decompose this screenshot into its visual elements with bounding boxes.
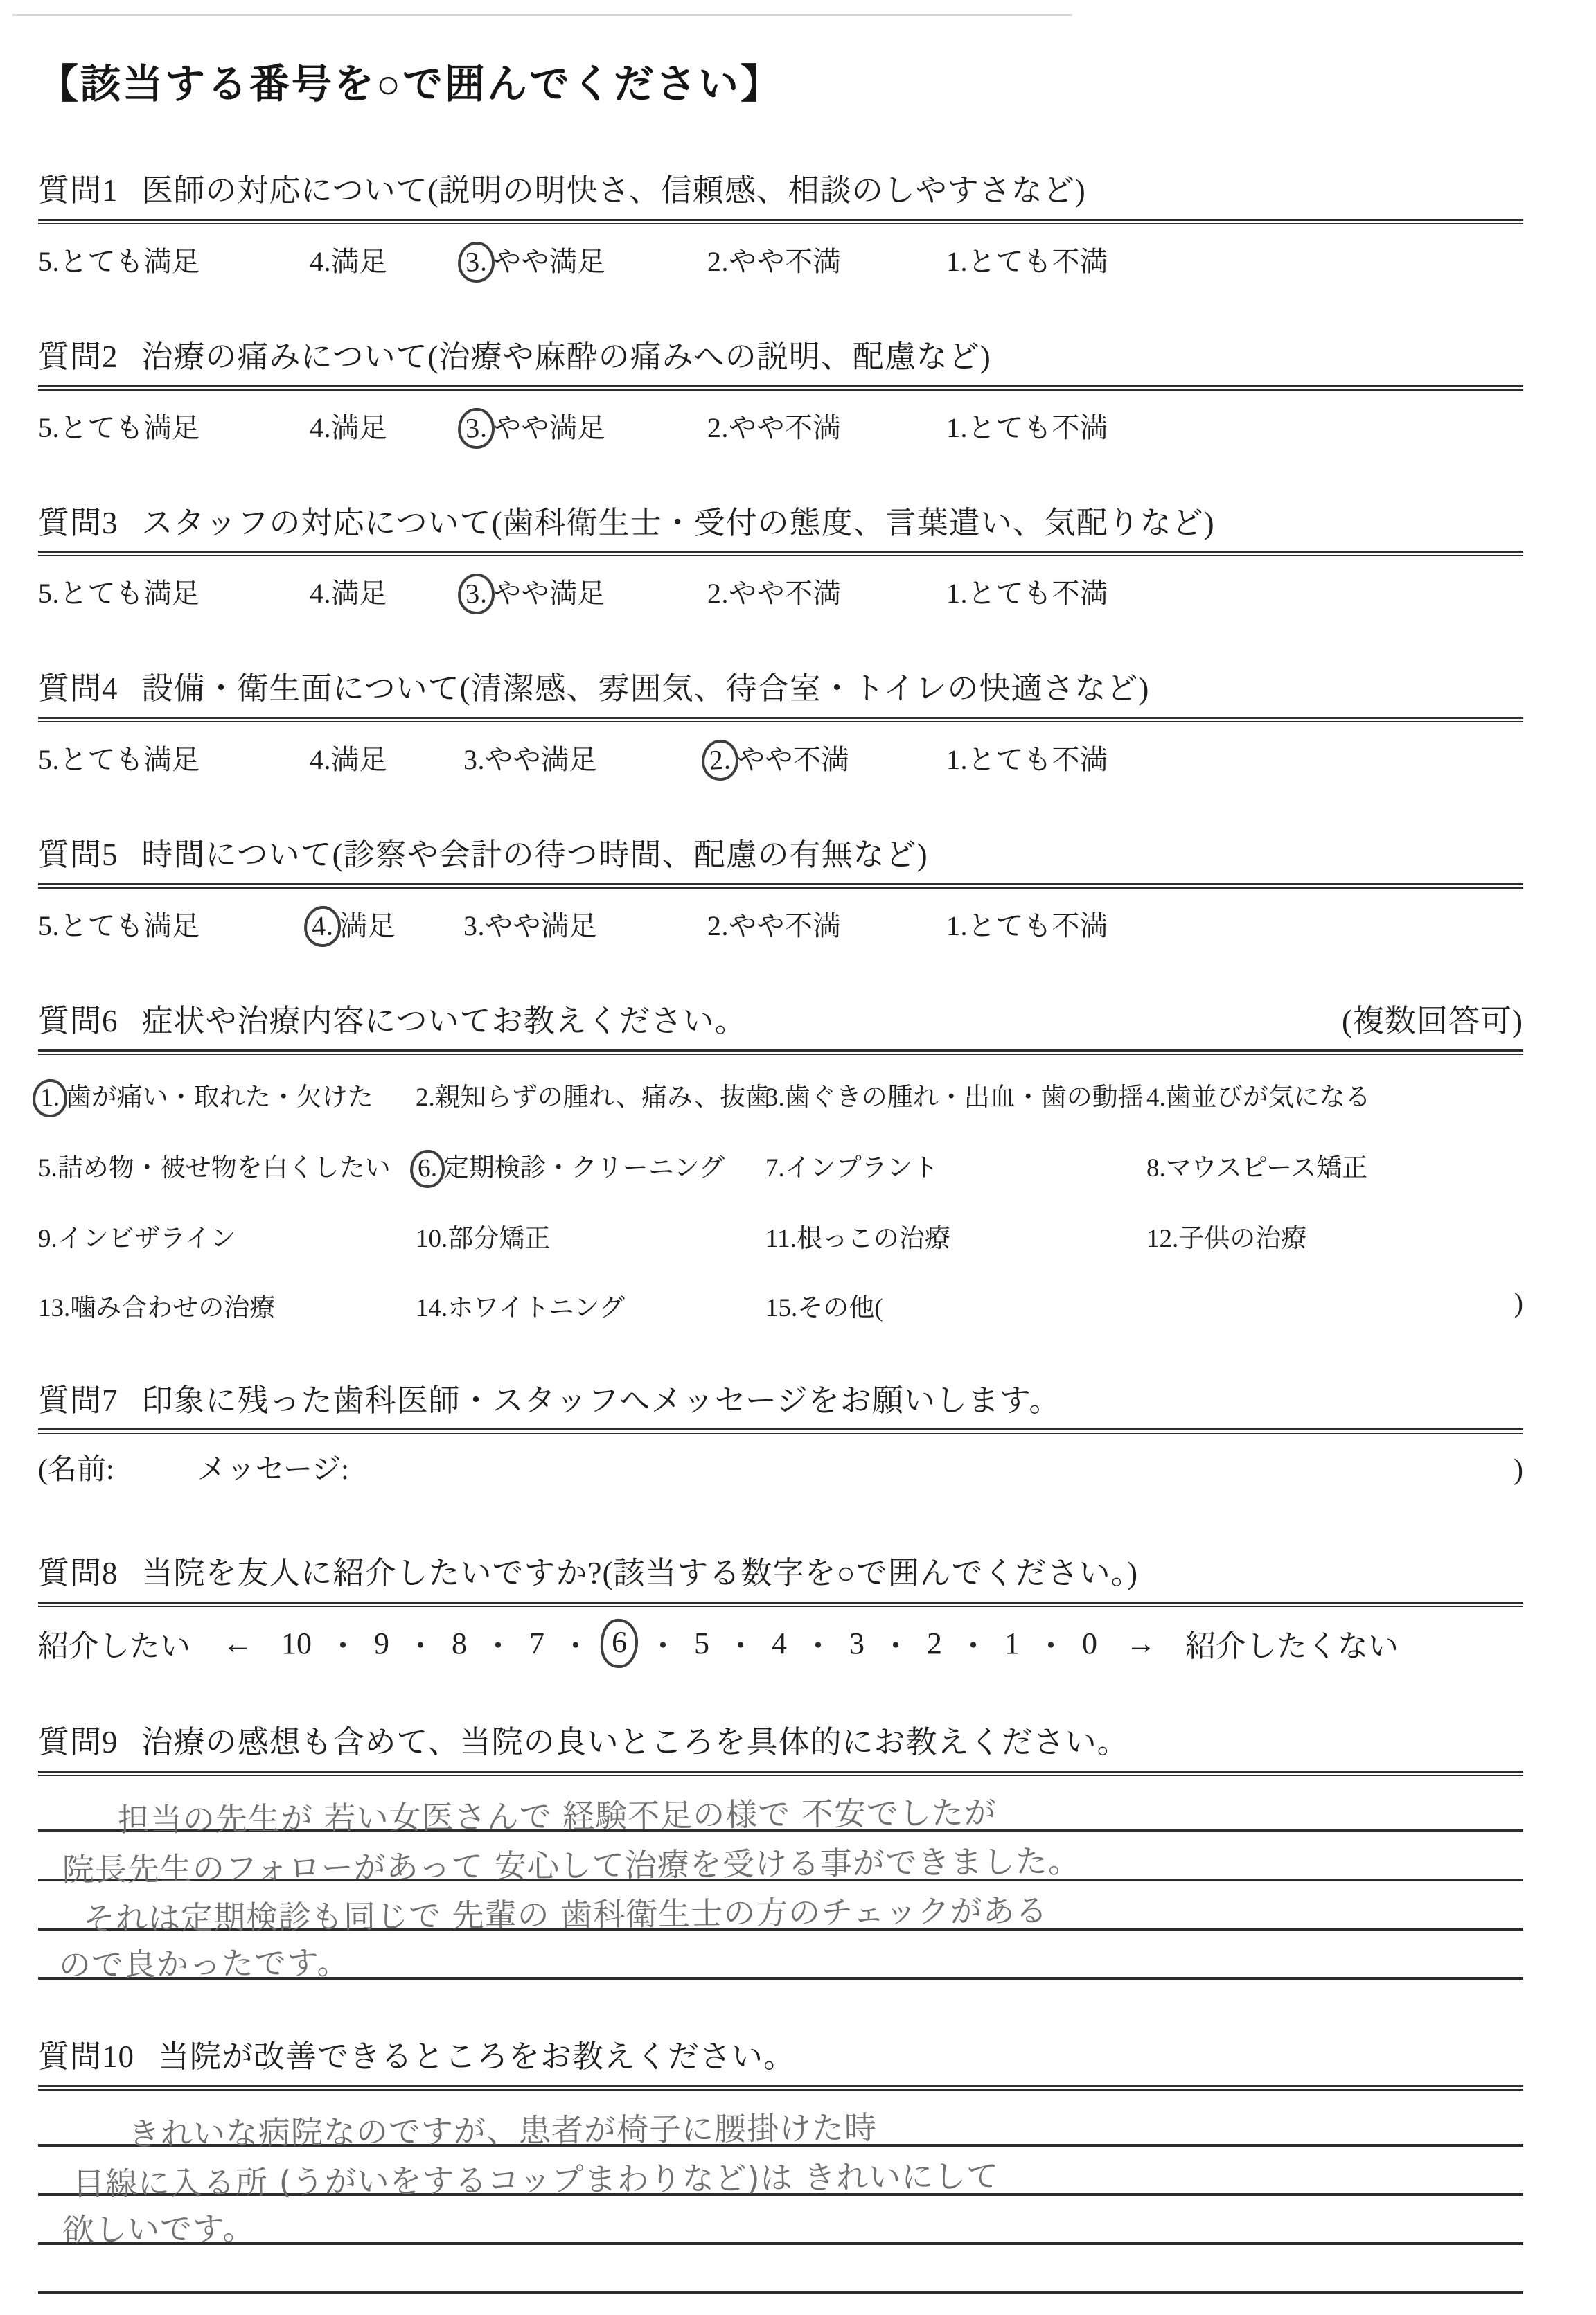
rating-option[interactable] — [463, 904, 707, 944]
rating-option[interactable] — [707, 571, 946, 612]
handwritten-text: きれいな病院なのですが、患者が椅子に腰掛けた時 — [127, 2109, 878, 2153]
rating-options-row — [38, 240, 1523, 280]
free-answer-area — [38, 1783, 1523, 1984]
option-number: 1. — [32, 1078, 69, 1118]
question-3-heading — [38, 506, 1523, 542]
rating-options-row — [38, 904, 1523, 944]
symptom-option[interactable] — [416, 1146, 765, 1185]
option-number: 1. — [946, 411, 968, 443]
symptom-option[interactable] — [416, 1286, 765, 1324]
dot-separator: ・ — [405, 1629, 436, 1663]
question-8-heading — [38, 1556, 1523, 1592]
option-number: 13. — [38, 1293, 71, 1322]
question-number: 質問6 — [38, 1003, 118, 1038]
question-4 — [38, 671, 1523, 778]
divider — [38, 551, 1523, 556]
right-arrow-icon: → — [1126, 1626, 1156, 1660]
option-label: とても不満 — [968, 411, 1108, 443]
question-6 — [38, 1004, 1523, 1324]
other-field-close-paren: ) — [1514, 1286, 1523, 1318]
dot-separator: ・ — [483, 1629, 513, 1663]
option-label: 満足 — [331, 744, 387, 775]
option-number: 1. — [946, 910, 968, 941]
nps-scale-number[interactable]: 10 — [281, 1626, 312, 1660]
rating-option[interactable] — [707, 240, 946, 280]
question-2-heading — [38, 339, 1523, 375]
symptom-option[interactable] — [765, 1217, 1146, 1254]
option-number: 3. — [456, 573, 495, 616]
question-title: 医師の対応について(説明の明快さ、信頼感、相談のしやすさなど) — [141, 173, 1086, 208]
handwritten-text: 目線に入る所 (うがいをするコップまわりなど)は きれいにして — [72, 2157, 1000, 2203]
option-number: 4. — [310, 245, 331, 277]
option-label: やや満足 — [493, 245, 605, 277]
nps-scale-number[interactable]: 2 — [927, 1626, 942, 1660]
scan-artifact-line — [12, 14, 1072, 16]
nps-scale-number[interactable]: 3 — [849, 1626, 864, 1660]
name-message-field-row[interactable] — [38, 1446, 1523, 1496]
rating-options-row — [38, 406, 1523, 446]
divider — [38, 1428, 1523, 1434]
question-number: 質問4 — [38, 671, 118, 707]
divider — [38, 2085, 1523, 2091]
option-number: 5. — [38, 578, 60, 610]
option-number: 9. — [38, 1224, 57, 1253]
divider — [38, 1602, 1523, 1607]
handwritten-text: ので良かったです。 — [58, 1944, 350, 1984]
rating-options-row — [38, 738, 1523, 778]
option-label: とても不満 — [968, 578, 1108, 610]
nps-scale-number[interactable]: 9 — [374, 1626, 389, 1660]
question-title: 症状や治療内容についてお教えください。 — [141, 1003, 747, 1038]
option-number: 3. — [765, 1083, 785, 1112]
option-number: 2. — [707, 578, 729, 610]
dot-separator: ・ — [958, 1629, 988, 1663]
option-number: 6. — [409, 1148, 446, 1189]
message-field-label: メッセージ: — [197, 1454, 349, 1487]
divider — [38, 385, 1523, 391]
question-5-heading — [38, 837, 1523, 873]
question-title: 治療の痛みについて(治療や麻酔の痛みへの説明、配慮など) — [141, 339, 991, 374]
question-title: 治療の感想も含めて、当院の良いところを具体的にお教えください。 — [141, 1725, 1129, 1759]
rating-option[interactable] — [38, 240, 310, 280]
option-label: やや満足 — [485, 910, 597, 941]
option-label: その他( — [797, 1293, 883, 1322]
rating-option[interactable] — [463, 406, 707, 446]
handwritten-answer-line[interactable] — [38, 1832, 1523, 1889]
option-number: 8. — [1146, 1153, 1166, 1182]
nps-scale-number[interactable]: 0 — [1082, 1626, 1097, 1660]
option-label: とても不満 — [968, 245, 1108, 277]
option-label: やや不満 — [729, 910, 841, 941]
rating-option[interactable] — [463, 240, 707, 280]
rating-option[interactable] — [946, 904, 1523, 944]
handwritten-text: 欲しいです。 — [62, 2209, 256, 2249]
symptom-option[interactable] — [38, 1286, 416, 1324]
option-number: 5. — [38, 744, 60, 775]
left-arrow-icon: ← — [222, 1626, 253, 1660]
symptom-option[interactable] — [765, 1286, 1146, 1324]
option-number: 2. — [707, 411, 729, 443]
nps-scale-number[interactable]: 7 — [529, 1626, 544, 1660]
option-number: 5. — [38, 910, 60, 941]
option-number: 12. — [1146, 1224, 1179, 1253]
rating-option[interactable] — [38, 571, 310, 612]
option-label: 歯が痛い・取れた・欠けた — [65, 1083, 373, 1112]
divider — [38, 1771, 1523, 1776]
question-title: 当院が改善できるところをお教えください。 — [158, 2039, 796, 2074]
handwritten-answer-line[interactable] — [38, 1881, 1523, 1938]
scale-right-label: 紹介したくない — [1185, 1629, 1399, 1663]
option-label: 歯ぐきの腫れ・出血・歯の動揺 — [784, 1083, 1144, 1112]
question-title: 当院を友人に紹介したいですか?(該当する数字を○で囲んでください。) — [141, 1556, 1139, 1591]
symptom-option[interactable] — [1146, 1076, 1523, 1115]
handwritten-answer-line[interactable] — [38, 2147, 1523, 2203]
handwritten-answer-line[interactable] — [38, 2097, 1523, 2153]
option-label: とても満足 — [60, 411, 200, 443]
handwritten-text: 担当の先生が 若い女医さんで 経験不足の様で 不安でしたが — [117, 1793, 998, 1839]
question-3 — [38, 506, 1523, 612]
multiple-answers-note: (複数回答可) — [1342, 1003, 1523, 1038]
question-number: 質問8 — [38, 1556, 118, 1591]
divider — [38, 883, 1523, 889]
rating-option[interactable] — [310, 904, 463, 944]
option-label: やや不満 — [729, 245, 841, 277]
option-number: 2. — [707, 910, 729, 941]
option-label: 満足 — [331, 578, 387, 610]
option-label: やや満足 — [493, 411, 605, 443]
rating-option[interactable] — [310, 571, 463, 612]
handwritten-answer-line[interactable] — [38, 2196, 1523, 2249]
question-5 — [38, 837, 1523, 944]
question-number: 質問9 — [38, 1725, 118, 1759]
option-number: 3. — [463, 910, 485, 941]
option-label: やや満足 — [493, 578, 605, 610]
question-10 — [38, 2039, 1523, 2294]
dot-separator: ・ — [1036, 1629, 1066, 1663]
option-number: 1. — [946, 578, 968, 610]
nps-scale-number[interactable]: 1 — [1004, 1626, 1020, 1660]
handwritten-answer-line[interactable] — [38, 1931, 1523, 1984]
option-label: とても不満 — [968, 744, 1108, 775]
question-6-heading — [38, 1004, 1523, 1040]
rating-option[interactable] — [38, 738, 310, 778]
option-number: 2. — [700, 739, 739, 782]
option-label: 定期検診・クリーニング — [443, 1153, 725, 1182]
option-number: 3. — [456, 407, 495, 450]
option-number: 15. — [765, 1293, 798, 1322]
option-number: 5. — [38, 245, 60, 277]
option-label: ホワイトニング — [447, 1293, 625, 1322]
symptom-option[interactable] — [1146, 1146, 1523, 1185]
option-label: インビザライン — [57, 1224, 236, 1253]
option-label: とても満足 — [60, 744, 200, 775]
option-label: インプラント — [784, 1153, 939, 1182]
question-4-heading — [38, 671, 1523, 707]
option-label: 満足 — [339, 910, 396, 941]
option-number: 1. — [946, 744, 968, 775]
symptom-option[interactable] — [765, 1146, 1146, 1185]
option-label: とても満足 — [60, 578, 200, 610]
symptom-option[interactable] — [38, 1146, 416, 1185]
option-label: やや不満 — [729, 578, 841, 610]
rating-option[interactable] — [946, 738, 1523, 778]
option-label: やや不満 — [729, 411, 841, 443]
nps-scale-number[interactable]: 6 — [600, 1618, 639, 1669]
symptom-option[interactable] — [765, 1076, 1146, 1115]
divider — [38, 219, 1523, 224]
option-number: 3. — [463, 744, 485, 775]
option-label: マウスピース矯正 — [1165, 1153, 1368, 1182]
question-title: 設備・衛生面について(清潔感、雰囲気、待合室・トイレの快適さなど) — [141, 671, 1150, 707]
question-title: 時間について(診察や会計の待つ時間、配慮の有無など) — [141, 837, 928, 872]
option-label: 根っこの治療 — [796, 1224, 950, 1253]
handwritten-answer-line[interactable] — [38, 2245, 1523, 2294]
option-number: 7. — [765, 1153, 785, 1182]
dot-separator: ・ — [725, 1629, 756, 1663]
option-number: 4. — [303, 905, 342, 948]
divider — [38, 1049, 1523, 1055]
question-9 — [38, 1725, 1523, 1984]
rating-option[interactable] — [946, 406, 1523, 446]
question-number: 質問1 — [38, 173, 118, 208]
option-number: 2. — [707, 245, 729, 277]
question-number: 質問10 — [38, 2039, 135, 2074]
question-number: 質問2 — [38, 339, 118, 374]
form-title: 【該当する番号を○で囲んでください】 — [38, 62, 783, 107]
option-number: 14. — [416, 1293, 448, 1322]
option-label: 詰め物・被せ物を白くしたい — [57, 1153, 391, 1182]
question-1 — [38, 173, 1523, 280]
rating-options-row — [38, 571, 1523, 612]
rating-option[interactable] — [707, 738, 946, 778]
dot-separator: ・ — [328, 1629, 358, 1663]
option-number: 2. — [416, 1083, 435, 1112]
option-number: 4. — [310, 744, 331, 775]
option-number: 10. — [416, 1224, 448, 1253]
recommend-scale-row — [38, 1621, 1523, 1665]
rating-option[interactable] — [310, 406, 463, 446]
option-label: 満足 — [331, 245, 387, 277]
option-number: 3. — [456, 240, 495, 283]
free-answer-area — [38, 2097, 1523, 2294]
question-title: スタッフの対応について(歯科衛生士・受付の態度、言葉遣い、気配りなど) — [141, 505, 1215, 540]
question-number: 質問3 — [38, 505, 118, 540]
option-label: やや不満 — [737, 744, 849, 775]
question-7-heading — [38, 1383, 1523, 1419]
option-label: 歯並びが気になる — [1165, 1083, 1371, 1112]
symptom-option[interactable] — [38, 1076, 416, 1115]
symptom-option[interactable] — [416, 1076, 772, 1115]
scale-left-label: 紹介したい — [38, 1629, 190, 1663]
handwritten-answer-line[interactable] — [38, 1783, 1523, 1839]
name-field-label: (名前: — [38, 1454, 114, 1487]
option-label: 噛み合わせの治療 — [70, 1293, 276, 1322]
rating-option[interactable] — [707, 406, 946, 446]
question-2 — [38, 339, 1523, 446]
option-label: 子供の治療 — [1178, 1224, 1307, 1253]
nps-scale-number[interactable]: 8 — [452, 1626, 467, 1660]
symptom-option[interactable] — [38, 1217, 416, 1254]
option-number: 1. — [946, 245, 968, 277]
option-label: とても満足 — [60, 910, 200, 941]
question-number: 質問5 — [38, 837, 118, 872]
rating-option[interactable] — [946, 240, 1523, 280]
rating-option[interactable] — [38, 406, 310, 446]
option-label: とても不満 — [968, 910, 1108, 941]
option-number: 11. — [765, 1224, 797, 1253]
rating-option[interactable] — [310, 738, 463, 778]
option-label: 満足 — [331, 411, 387, 443]
rating-option[interactable] — [463, 738, 707, 778]
option-number: 4. — [310, 411, 331, 443]
option-number: 5. — [38, 411, 60, 443]
symptom-option[interactable] — [416, 1217, 765, 1254]
option-number: 4. — [1146, 1083, 1166, 1112]
nps-scale-number[interactable]: 5 — [694, 1626, 709, 1660]
handwritten-text: 院長先生のフォローがあって 安心して治療を受ける事ができました。 — [62, 1842, 1081, 1889]
dot-separator: ・ — [648, 1629, 678, 1663]
handwritten-text: それは定期検診も同じで 先輩の 歯科衛生士の方のチェックがある — [82, 1892, 1049, 1938]
rating-option[interactable] — [310, 240, 463, 280]
dot-separator: ・ — [880, 1629, 911, 1663]
question-7 — [38, 1383, 1523, 1497]
question-10-heading — [38, 2039, 1523, 2075]
question-number: 質問7 — [38, 1383, 118, 1418]
field-close-paren: ) — [1514, 1454, 1523, 1487]
option-label: 親知らずの腫れ、痛み、抜歯 — [434, 1083, 772, 1112]
rating-option[interactable] — [946, 571, 1523, 612]
symptom-options-grid — [38, 1076, 1523, 1324]
rating-option[interactable] — [38, 904, 310, 944]
divider — [38, 717, 1523, 722]
nps-scale-number[interactable]: 4 — [772, 1626, 787, 1660]
dot-separator: ・ — [560, 1629, 591, 1663]
question-title: 印象に残った歯科医師・スタッフへメッセージをお願いします。 — [141, 1383, 1061, 1418]
question-8 — [38, 1556, 1523, 1665]
symptom-option[interactable] — [1146, 1217, 1523, 1254]
option-label: やや満足 — [485, 744, 597, 775]
dot-separator: ・ — [803, 1629, 833, 1663]
question-1-heading — [38, 173, 1523, 209]
rating-option[interactable] — [463, 571, 707, 612]
option-number: 4. — [310, 578, 331, 610]
option-number: 5. — [38, 1153, 57, 1182]
question-9-heading — [38, 1725, 1523, 1761]
option-label: 部分矯正 — [447, 1224, 551, 1253]
rating-option[interactable] — [707, 904, 946, 944]
option-label: とても満足 — [60, 245, 200, 277]
